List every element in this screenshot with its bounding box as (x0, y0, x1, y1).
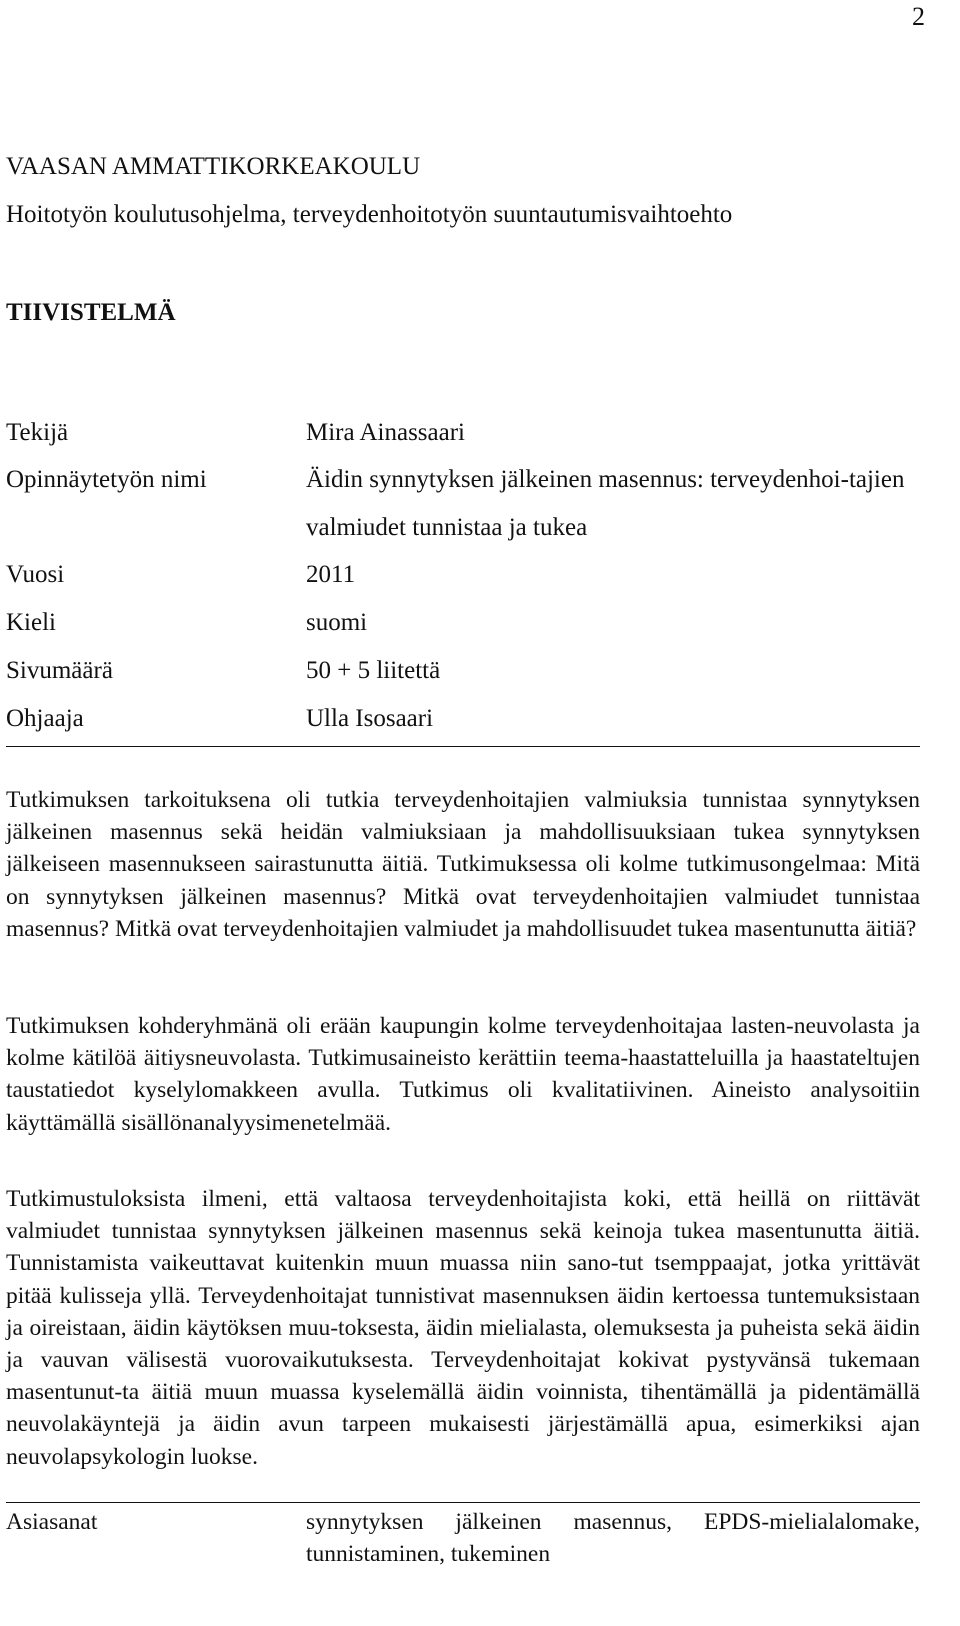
abstract-paragraph-2: Tutkimuksen kohderyhmänä oli erään kaupungin kolme terveydenhoitajaa lasten-neuvolasta ja kolme kätilöä äitiysneuvolasta. Tutkimusaineisto kerättiin teema-haastatteluilla ja haastateltujen taustatiedot kyselylomakkeen avulla. Tutkimus oli kvalitatiivinen. Aineisto analysoitiin käyttämällä sisällönanalyysimenetelmää. (6, 1013, 920, 1136)
meta-pages-value: 50 + 5 liitettä (306, 657, 441, 684)
meta-year-value: 2011 (306, 561, 356, 588)
school-name: VAASAN AMMATTIKORKEAKOULU (6, 153, 421, 180)
header-divider (6, 746, 920, 747)
keywords-value: synnytyksen jälkeinen masennus, EPDS-mielialalomake, tunnistaminen, tukeminen (306, 1509, 920, 1567)
meta-pages-label: Sivumäärä (6, 657, 113, 684)
abstract-paragraph-1: Tutkimuksen tarkoituksena oli tutkia terveydenhoitajien valmiuksia tunnistaa synnytyksen jälkeinen masennus sekä heidän valmiuksiaan ja mahdollisuuksiaan tukea synnytyksen jälkeiseen masennukseen sairastunutta äitiä. Tutkimuksessa oli kolme tutkimusongelmaa: Mitä on synnytyksen jälkeinen masennus? Mitkä ovat terveydenhoitajien valmiudet tunnistaa masennus? Mitkä ovat terveydenhoitajien valmiudet ja mahdollisuudet tukea masentunutta äitiä? (6, 787, 920, 942)
keywords-divider (6, 1502, 920, 1503)
meta-author-value: Mira Ainassaari (306, 419, 465, 446)
meta-year-label: Vuosi (6, 561, 65, 588)
meta-supervisor-label: Ohjaaja (6, 705, 84, 732)
keywords-label: Asiasanat (6, 1509, 98, 1535)
meta-language-label: Kieli (6, 609, 56, 636)
meta-author-label: Tekijä (6, 419, 69, 446)
meta-title-label: Opinnäytetyön nimi (6, 466, 207, 493)
meta-language-value: suomi (306, 609, 368, 636)
degree-program: Hoitotyön koulutusohjelma, terveydenhoitotyön suuntautumisvaihtoehto (6, 201, 733, 228)
abstract-heading: TIIVISTELMÄ (6, 299, 176, 326)
page-number: 2 (912, 2, 925, 31)
meta-supervisor-value: Ulla Isosaari (306, 705, 434, 732)
abstract-paragraph-3: Tutkimustuloksista ilmeni, että valtaosa terveydenhoitajista koki, että heillä on riittävät valmiudet tunnistaa synnytyksen jälkeinen masennus sekä keinoja tukea masentunutta äitiä. Tunnistamista vaikeuttavat kuitenkin muun muassa niin sano-tut tsemppaajat, jotka yrittävät pitää kulisseja yllä. Terveydenhoitajat tunnistivat masennuksen äidin kertoessa tuntemuksistaan ja oireistaan, äidin käytöksen muu-toksesta, äidin mielialasta, olemuksesta ja puheista sekä äidin ja vauvan välisestä vuorovaikutuksesta. Terveydenhoitajat kokivat pystyvänsä tukemaan masentunut-ta äitiä muun muassa kyselemällä äidin voinnista, tihentämällä ja pidentämällä neuvolakäyntejä ja äidin avun tarpeen mukaisesti järjestämällä apua, esimerkiksi ajan neuvolapsykologin luokse. (6, 1186, 920, 1470)
meta-title-value: Äidin synnytyksen jälkeinen masennus: terveydenhoi-tajien valmiudet tunnistaa ja tukea (306, 466, 905, 541)
